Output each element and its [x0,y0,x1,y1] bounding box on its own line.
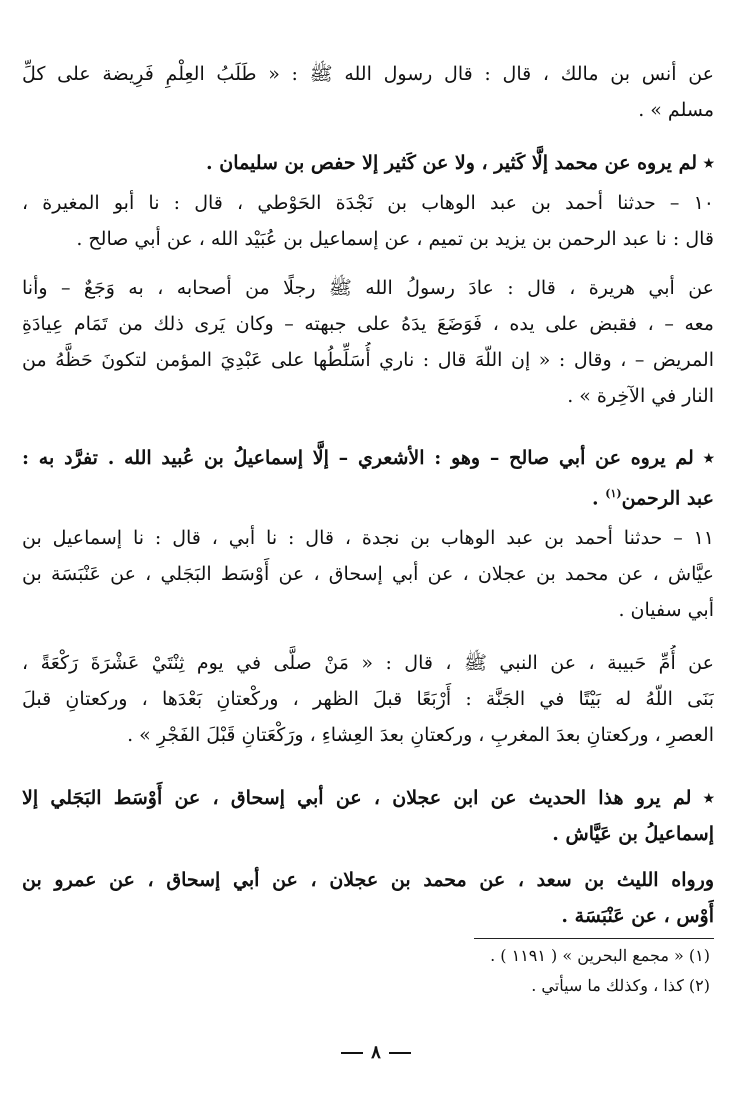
text-line: مسلم » . [638,99,714,121]
page-number-value: ٨ [371,1042,381,1063]
text-line: النار في الآخِرة » . [567,385,714,407]
text-line: العصرِ ، وركعتانِ بعدَ المغربِ ، وركعتانِ بعدَ العِشاءِ ، ورَكْعَتانِ قَبْلَ الفَجْرِ » . [127,724,714,746]
page-number [0,1042,752,1063]
text-line: عن أنس بن مالك ، قال : قال رسول الله ﷺ : « طَلَبُ العِلْمِ فَرِيضة على كلِّ [22,63,714,85]
text-line: إسماعيلُ بن عَيَّاش . [552,823,714,845]
text-line: ١١ – حدثنا أحمد بن عبد الوهاب بن نجدة ، قال : نا أبي ، قال : نا إسماعيل بن [22,527,714,549]
text-line: المريض – ، وقال : « إن اللّهَ قال : ناري أُسَلِّطُها على عَبْدِيَ المؤمن لتكونَ حَظَّهُ من [22,349,714,371]
hadith-text [22,56,714,128]
text-line: معه – ، فقبض على يده ، فَوَضَعَ يدَهُ على جبهته – وكان يَرى ذلك من تَمَام عِيادَةِ [22,313,714,335]
dash-decoration [389,1052,411,1054]
footnote-marker: (١) [605,487,622,500]
narration-note [22,145,714,181]
isnad-10 [22,185,714,257]
footnote-2: (٢) كذا ، وكذلك ما سيأتي . [531,976,710,995]
text-line: عن أُمِّ حَبيبة ، عن النبي ﷺ ، قال : « مَنْ صلَّى في يوم ثِنْتَيْ عَشْرَةَ رَكْعَةً ، [22,652,714,674]
dash-decoration [341,1052,363,1054]
text-line: أبي سفيان . [618,599,714,621]
text-line: ١٠ – حدثنا أحمد بن عبد الوهاب بن نَجْدَة الحَوْطي ، قال : نا أبو المغيرة ، [22,192,714,214]
text-line: أَوْس ، عن عَنْبَسَة . [561,905,714,927]
text-line: ٭ لم يروه عن محمد إلَّا كَثير ، ولا عن كَثير إلا حفص بن سليمان . [206,152,714,174]
text-line: ٭ لم يرو هذا الحديث عن ابن عجلان ، عن أبي إسحاق ، عن أَوْسَط البَجَلي إلا [22,787,714,809]
narration-note [22,440,714,512]
text-line: عيَّاش ، عن محمد بن عجلان ، عن أبي إسحاق ، عن أَوْسَط البَجَلي ، عن عَنْبَسَة بن [22,563,714,585]
text-line: بَنَى اللّهُ له بَيْتًا في الجَنَّة : أَرْبَعًا قبلَ الظهر ، وركْعتانِ بَعْدَها ، وركعتانِ قبلَ [22,688,714,710]
hadith-text [22,645,714,753]
text-line: عن أبي هريرة ، قال : عادَ رسولُ الله ﷺ رجلًا من أصحابه ، به وَجَعٌ – وأنا [22,277,714,299]
text-line: قال : نا عبد الرحمن بن يزيد بن تميم ، عن إسماعيل بن عُبَيْد الله ، عن أبي صالح . [76,228,714,250]
text-line [22,476,714,512]
hadith-text [22,270,714,414]
text-line: ورواه الليث بن سعد ، عن محمد بن عجلان ، عن أبي إسحاق ، عن عمرو بن [22,869,714,891]
text-line: ٭ لم يروه عن أبي صالح – وهو : الأشعري – إلَّا إسماعيلُ بن عُبيد الله . تفرَّد به : [22,447,714,469]
narration-note [22,862,714,934]
period: . [592,487,606,510]
text-segment: عبد الرحمن [621,487,714,510]
isnad-11 [22,520,714,628]
footnote-1: (١) « مجمع البحرين » ( ١١٩١ ) . [490,946,710,965]
narration-note [22,780,714,852]
footnote-divider [474,938,714,939]
